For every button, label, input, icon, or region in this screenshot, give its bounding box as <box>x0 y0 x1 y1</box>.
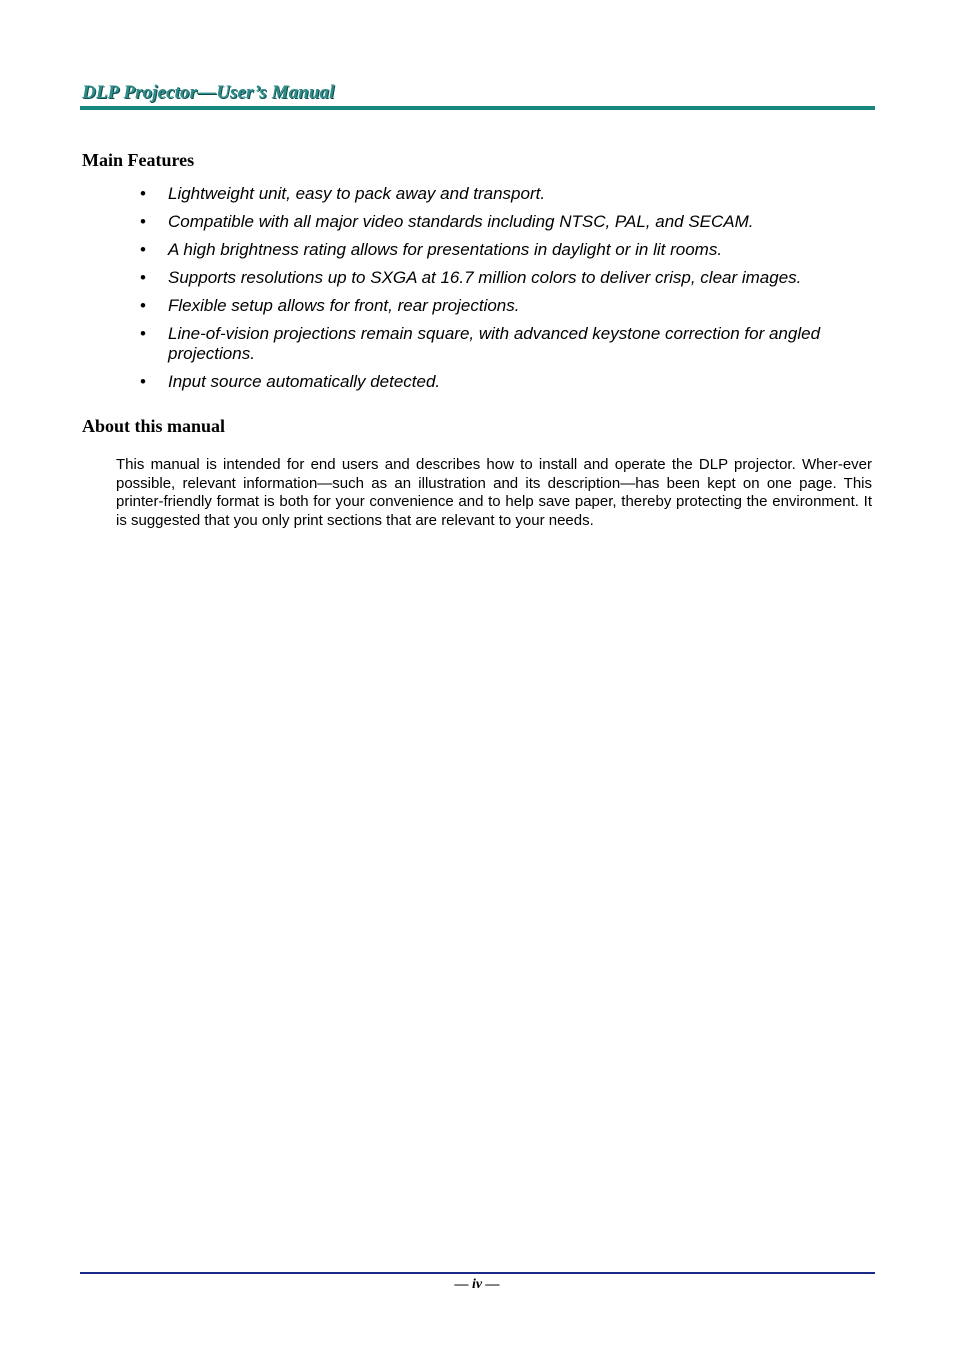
feature-text: Line-of-vision projections remain square, with advanced keystone correction for angled projections. <box>168 324 821 363</box>
list-item <box>140 324 860 364</box>
feature-text: Input source automatically detected. <box>168 372 441 391</box>
bullet-icon: • <box>140 212 146 231</box>
main-features-heading: Main Features <box>82 150 195 170</box>
bullet-icon: • <box>140 184 146 203</box>
features-list <box>140 184 860 400</box>
list-item <box>140 212 860 232</box>
list-item <box>140 372 860 392</box>
feature-text: Lightweight unit, easy to pack away and transport. <box>168 184 546 203</box>
page-number: — iv — <box>454 1277 500 1292</box>
bullet-icon: • <box>140 324 146 343</box>
feature-text: A high brightness rating allows for presentations in daylight or in lit rooms. <box>168 240 723 259</box>
header-title: DLP Projector—User’s Manual <box>82 82 335 103</box>
bullet-icon: • <box>140 296 146 315</box>
bullet-icon: • <box>140 240 146 259</box>
list-item <box>140 184 860 204</box>
footer-rule <box>80 1272 875 1274</box>
feature-text: Flexible setup allows for front, rear projections. <box>168 296 520 315</box>
list-item <box>140 240 860 260</box>
feature-text: Compatible with all major video standards including NTSC, PAL, and SECAM. <box>168 212 754 231</box>
list-item <box>140 268 860 288</box>
bullet-icon: • <box>140 268 146 287</box>
bullet-icon: • <box>140 372 146 391</box>
feature-text: Supports resolutions up to SXGA at 16.7 million colors to deliver crisp, clear images. <box>168 268 802 287</box>
about-heading: About this manual <box>82 416 226 436</box>
header-rule <box>80 106 875 110</box>
list-item <box>140 296 860 316</box>
about-paragraph: This manual is intended for end users and describes how to install and operate the DLP projector. Wher-ever possible, relevant information—such as an illustration and its description—has been kept on one page. This printer-friendly format is both for your convenience and to help save paper, thereby protecting the environment. It is suggested that you only print sections that are relevant to your needs. <box>116 456 872 529</box>
